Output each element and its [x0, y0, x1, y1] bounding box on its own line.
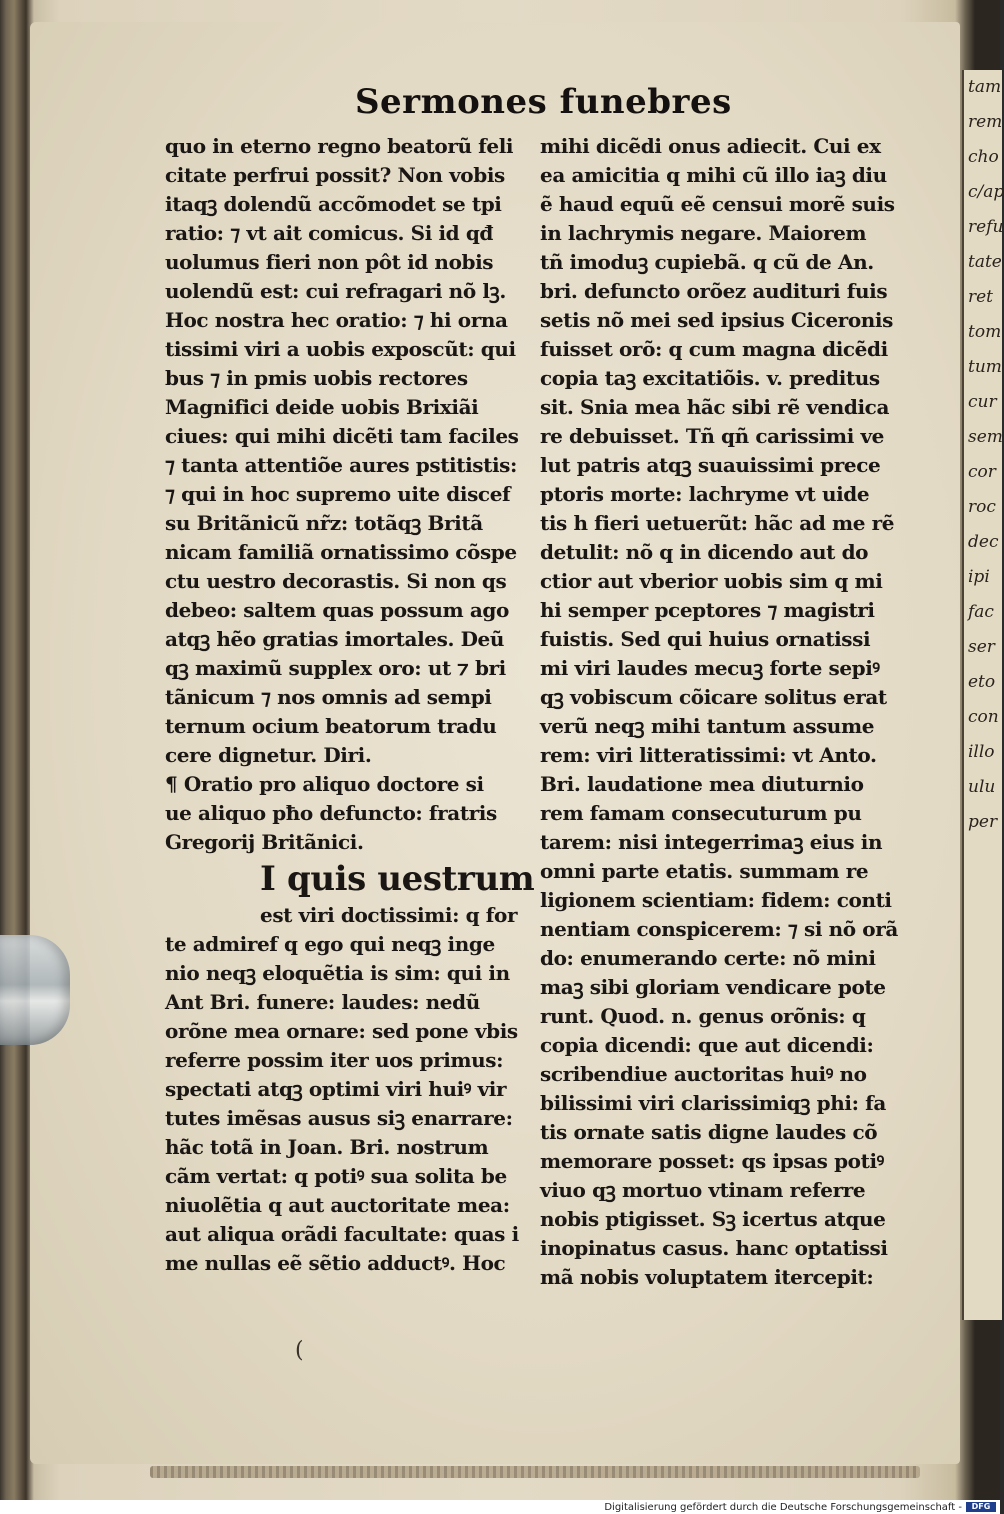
- facing-page-fragment: tam: [968, 77, 1002, 97]
- text-line: ẽ haud equũ eẽ censui morẽ suis: [540, 192, 895, 216]
- text-line: su Britãnicũ nr̃z: totãqꝫ Britã: [165, 511, 483, 535]
- text-line: tutes imẽsas ausus siꝫ enarrare:: [165, 1106, 513, 1130]
- text-line: omni parte etatis. summam re: [540, 859, 869, 883]
- text-line: tarem: nisi integerrimaꝫ eius in: [540, 830, 883, 854]
- text-line: uolumus fieri non pôt id nobis: [165, 250, 494, 274]
- text-line: rem famam consecuturum pu: [540, 801, 862, 825]
- text-line: itaqꝫ dolendũ accõmodet se tpi: [165, 192, 502, 216]
- text-line: ptoris morte: lachryme vt uide: [540, 482, 870, 506]
- facing-page-edge: [962, 70, 1002, 1320]
- text-line: nobis ptigisset. Sꝫ icertus atque: [540, 1207, 886, 1231]
- text-line: citate perfrui possit? Non vobis: [165, 163, 505, 187]
- facing-page-fragment: con: [968, 707, 999, 727]
- left-column-text-continued: [165, 901, 525, 1278]
- text-line: tis h fieri uetuerũt: hãc ad me rẽ: [540, 511, 895, 535]
- text-line: quo in eterno regno beatorũ feli: [165, 134, 514, 158]
- facing-page-fragment: c/ap: [968, 182, 1004, 202]
- text-line: mi viri laudes mecuꝫ forte sepiꝰ: [540, 656, 880, 680]
- text-line: qꝫ vobiscum cõicare solitus erat: [540, 685, 887, 709]
- text-line: ciues: qui mihi dicẽti tam faciles: [165, 424, 519, 448]
- text-line: viuo qꝫ mortuo vtinam referre: [540, 1178, 866, 1202]
- text-line: ⁊ tanta attentiõe aures pstitistis:: [165, 453, 518, 477]
- text-line: debeo: saltem quas possum ago: [165, 598, 509, 622]
- text-line: orõne mea ornare: sed pone vbis: [165, 1019, 518, 1043]
- text-line: memorare posset: qs ipsas potiꝰ: [540, 1149, 884, 1173]
- facing-page-fragment: ser: [968, 637, 995, 657]
- page-edge: [150, 1466, 920, 1478]
- text-line: fuistis. Sed qui huius ornatissi: [540, 627, 871, 651]
- text-line: ea amicitia q mihi cũ illo iaꝫ diu: [540, 163, 887, 187]
- text-line: sit. Snia mea hãc sibi rẽ vendica: [540, 395, 890, 419]
- text-line: nio neqꝫ eloquẽtia is sim: qui in: [165, 961, 510, 985]
- text-line: inopinatus casus. hanc optatissi: [540, 1236, 888, 1260]
- facing-page-fragment: rem: [968, 112, 1003, 132]
- text-line: ratio: ⁊ vt ait comicus. Si id qđ: [165, 221, 494, 245]
- text-line: aut aliqua orãdi facultate: quas i: [165, 1222, 519, 1246]
- text-line: rem: viri litteratissimi: vt Anto.: [540, 743, 877, 767]
- text-line: hãc totã in Joan. Bri. nostrum: [165, 1135, 489, 1159]
- running-header: Sermones funebres: [355, 82, 732, 122]
- text-line: Ant Bri. funere: laudes: nedũ: [165, 990, 480, 1014]
- text-line: Hoc nostra hec oratio: ⁊ hi orna: [165, 308, 508, 332]
- facing-page-fragment: ipi: [968, 567, 990, 587]
- text-line: tñ imoduꝫ cupiebã. q cũ de An.: [540, 250, 874, 274]
- text-line: ⁊ qui in hoc supremo uite discef: [165, 482, 511, 506]
- text-line: cere dignetur. Diri.: [165, 743, 372, 767]
- text-line: tis ornate satis digne laudes cõ: [540, 1120, 878, 1144]
- text-line: ligionem scientiam: fidem: conti: [540, 888, 892, 912]
- text-line: niuolẽtia q aut auctoritate mea:: [165, 1193, 510, 1217]
- facing-page-fragment: ulu: [968, 777, 996, 797]
- facing-page-fragment: sem: [968, 427, 1003, 447]
- text-line: re debuisset. Tñ qñ carissimi ve: [540, 424, 884, 448]
- text-line: ternum ocium beatorum tradu: [165, 714, 497, 738]
- text-line: mihi dicẽdi onus adiecit. Cui ex: [540, 134, 881, 158]
- left-text-column: [165, 132, 535, 1278]
- facing-page-text: [964, 70, 1002, 840]
- facing-page-fragment: ret: [968, 287, 994, 307]
- text-line: copia taꝫ excitatiõis. v. preditus: [540, 366, 880, 390]
- facing-page-fragment: roc: [968, 497, 996, 517]
- text-line: atqꝫ hẽo gratias imortales. Deũ: [165, 627, 504, 651]
- text-line: bus ⁊ in pmis uobis rectores: [165, 366, 468, 390]
- text-line: me nullas eẽ sẽtio adductꝰ. Hoc: [165, 1251, 506, 1275]
- facing-page-fragment: cur: [968, 392, 997, 412]
- text-line: copia dicendi: que aut dicendi:: [540, 1033, 874, 1057]
- text-line: mã nobis voluptatem itercepit:: [540, 1265, 874, 1289]
- text-line: ¶ Oratio pro aliquo doctore si: [165, 772, 484, 796]
- text-line: verũ neqꝫ mihi tantum assume: [540, 714, 875, 738]
- text-line: do: enumerando certe: nõ mini: [540, 946, 876, 970]
- text-line: fuisset orõ: q cum magna dicẽdi: [540, 337, 888, 361]
- facing-page-fragment: tate: [968, 252, 1002, 272]
- text-line: runt. Quod. n. genus orõnis: q: [540, 1004, 866, 1028]
- text-line: detulit: nõ q in dicendo aut do: [540, 540, 869, 564]
- facing-page-fragment: fac: [968, 602, 994, 622]
- text-line: qꝫ maximũ supplex oro: ut ⁊ bri: [165, 656, 506, 680]
- margin-mark: (: [295, 1338, 304, 1363]
- facing-page-fragment: cor: [968, 462, 996, 482]
- facing-page-fragment: per: [968, 812, 998, 832]
- text-line: Bri. laudatione mea diuturnio: [540, 772, 864, 796]
- book-clamp: [0, 935, 70, 1045]
- text-line: bri. defuncto orõez audituri fuis: [540, 279, 888, 303]
- facing-page-fragment: eto: [968, 672, 996, 692]
- text-line: spectati atqꝫ optimi viri huiꝰ vir: [165, 1077, 507, 1101]
- text-line: Magnifici deide uobis Brixiãi: [165, 395, 479, 419]
- text-line: tãnicum ⁊ nos omnis ad sempi: [165, 685, 492, 709]
- facing-page-fragment: dec: [968, 532, 999, 552]
- text-line: referre possim iter uos primus:: [165, 1048, 504, 1072]
- text-line: nicam familiã ornatissimo cõspe: [165, 540, 517, 564]
- decorated-initial-line: I quis uestrum: [260, 859, 535, 899]
- right-column-text: [540, 132, 905, 1292]
- facing-page-fragment: illo: [968, 742, 995, 762]
- text-line: te admiref q ego qui neqꝫ inge: [165, 932, 495, 956]
- footer-credit: Digitalisierung gefördert durch die Deutsche Forschungsgemeinschaft -: [604, 1502, 962, 1513]
- text-line: ue aliquo pħo defuncto: fratris: [165, 801, 497, 825]
- text-line: setis nõ mei sed ipsius Ciceronis: [540, 308, 893, 332]
- text-line: Gregorij Britãnici.: [165, 830, 364, 854]
- text-line: ctior aut vberior uobis sim q mi: [540, 569, 883, 593]
- facing-page-fragment: tom: [968, 322, 1002, 342]
- dfg-logo: DFG: [966, 1502, 996, 1512]
- text-line: cãm vertat: q potiꝰ sua solita be: [165, 1164, 507, 1188]
- facing-page-fragment: tum: [968, 357, 1002, 377]
- right-text-column: [540, 132, 905, 1292]
- left-column-text: [165, 132, 525, 857]
- text-line: maꝫ sibi gloriam vendicare pote: [540, 975, 886, 999]
- text-line: ctu uestro decorastis. Si non qs: [165, 569, 507, 593]
- text-line: uolendũ est: cui refragari nõ lꝫ.: [165, 279, 506, 303]
- facing-page-fragment: refu: [968, 217, 1004, 237]
- text-line: nentiam conspicerem: ⁊ si nõ orã: [540, 917, 898, 941]
- text-line: est viri doctissimi: q for: [260, 903, 518, 927]
- text-line: lut patris atqꝫ suauissimi prece: [540, 453, 881, 477]
- text-line: hi semper pceptores ⁊ magistri: [540, 598, 875, 622]
- text-line: in lachrymis negare. Maiorem: [540, 221, 867, 245]
- text-line: bilissimi viri clarissimiqꝫ phi: fa: [540, 1091, 886, 1115]
- text-line: scribendiue auctoritas huiꝰ no: [540, 1062, 867, 1086]
- facing-page-fragment: cho: [968, 147, 999, 167]
- text-line: tissimi viri a uobis exposcũt: qui: [165, 337, 516, 361]
